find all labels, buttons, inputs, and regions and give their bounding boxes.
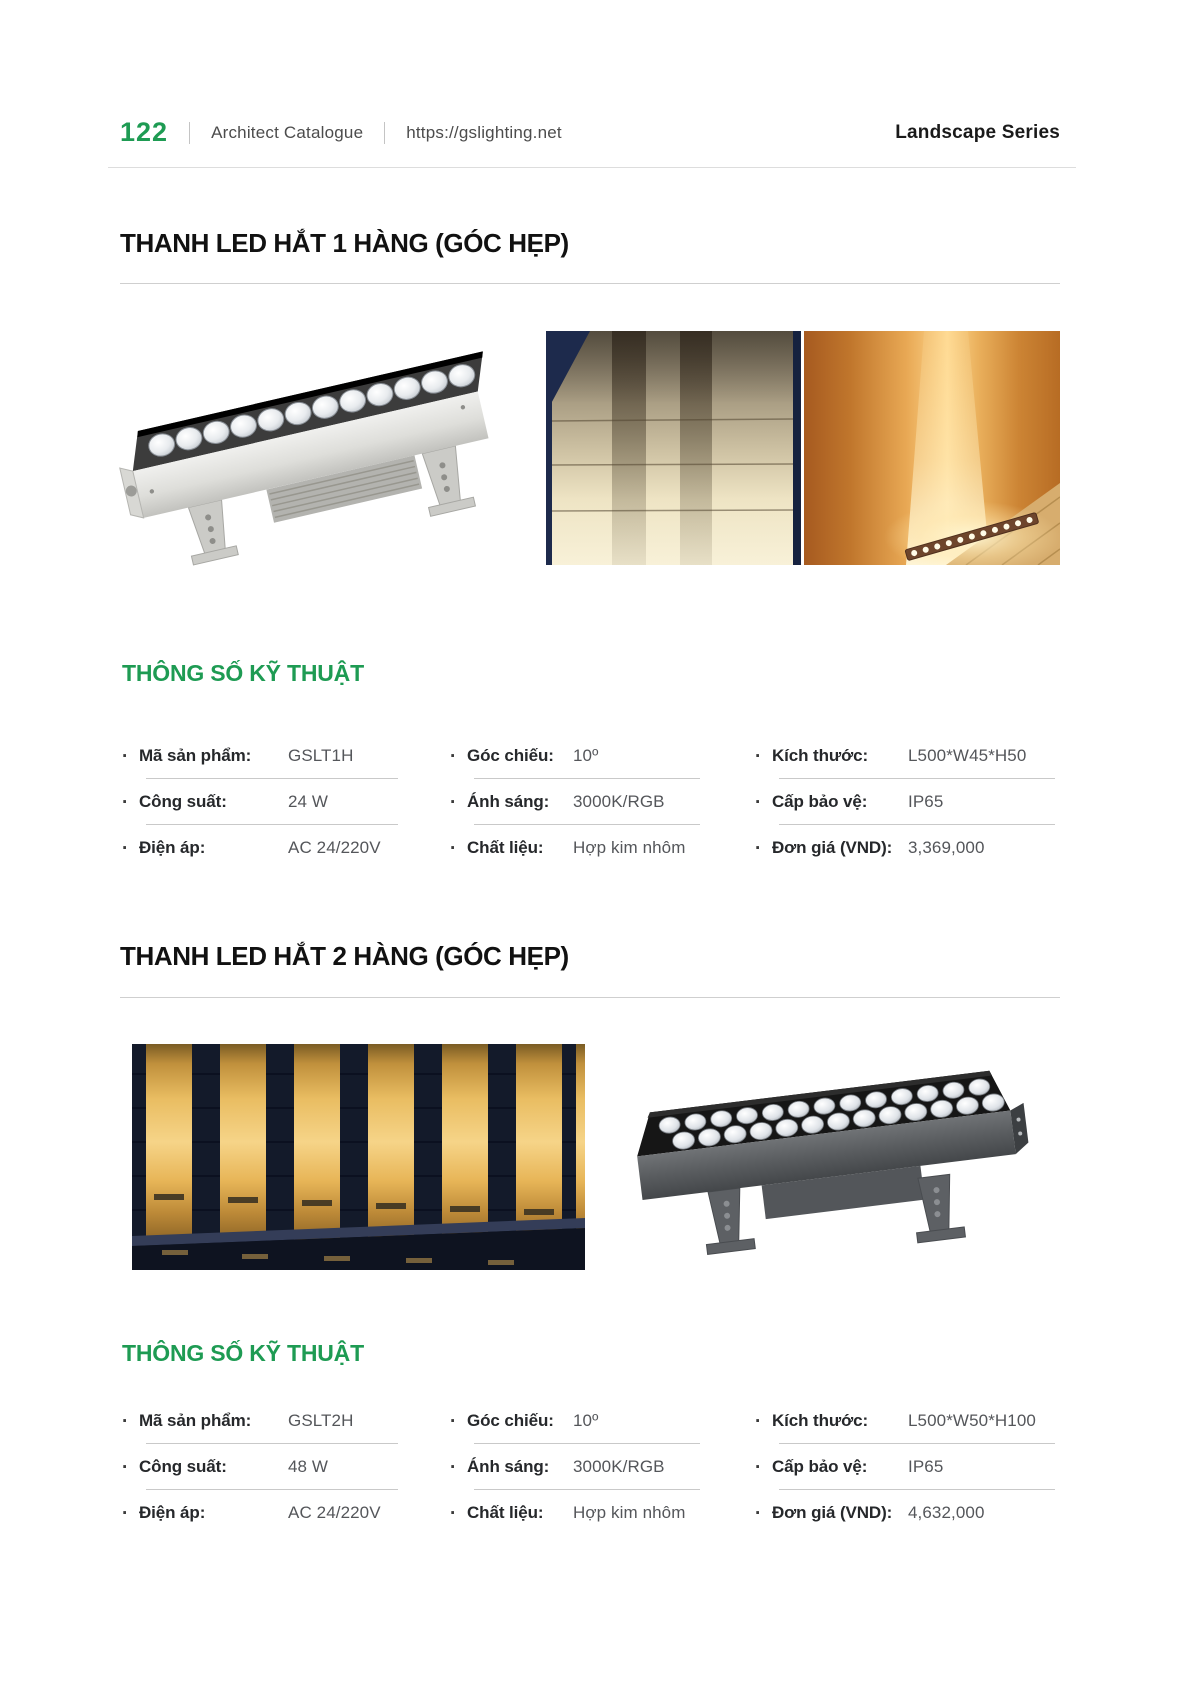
spec-label: Đơn giá (VND): bbox=[772, 1503, 893, 1522]
spec-value: 3,369,000 bbox=[908, 838, 985, 857]
spec-row-beam-angle bbox=[450, 1398, 700, 1444]
spec-row-material bbox=[450, 825, 700, 871]
spec-value: Hợp kim nhôm bbox=[573, 1503, 686, 1522]
wall-wash-installation-photo bbox=[546, 331, 801, 565]
orange-wall-installation-photo bbox=[804, 331, 1060, 565]
website-url[interactable]: https://gslighting.net bbox=[406, 122, 562, 142]
spec-value: L500*W50*H100 bbox=[908, 1411, 1036, 1430]
spec-label: Chất liệu: bbox=[467, 838, 544, 857]
spec-row-product-code bbox=[122, 733, 398, 779]
spec-label: Mã sản phẩm: bbox=[139, 1411, 252, 1430]
spec-row-price bbox=[755, 825, 1055, 871]
spec-column bbox=[122, 733, 398, 871]
gslt1h-product-render-image bbox=[118, 322, 513, 567]
section-2-title: THANH LED HẮT 2 HÀNG (GÓC HẸP) bbox=[120, 941, 569, 971]
building-facade-installation-photo bbox=[132, 1044, 585, 1270]
spec-row-dimensions bbox=[755, 1398, 1055, 1444]
spec-value: 4,632,000 bbox=[908, 1503, 985, 1522]
series-label: Landscape Series bbox=[895, 121, 1060, 143]
spec-row-ip-rating bbox=[755, 1444, 1055, 1490]
spec-row-price bbox=[755, 1490, 1055, 1536]
spec-value: Hợp kim nhôm bbox=[573, 838, 686, 857]
spec-label: Cấp bảo vệ: bbox=[772, 792, 868, 811]
spec-column bbox=[755, 1398, 1055, 1536]
bullet-icon: · bbox=[755, 837, 762, 859]
spec-value: IP65 bbox=[908, 1457, 944, 1476]
spec-column bbox=[450, 1398, 700, 1536]
header-divider bbox=[189, 122, 190, 144]
spec-table-1 bbox=[122, 733, 1062, 873]
catalogue-name: Architect Catalogue bbox=[211, 122, 364, 142]
spec-value: 10º bbox=[573, 1411, 599, 1430]
spec-row-voltage bbox=[122, 825, 398, 871]
spec-label: Góc chiếu: bbox=[467, 1411, 554, 1430]
spec-label: Điện áp: bbox=[139, 838, 206, 857]
bullet-icon: · bbox=[450, 1502, 457, 1524]
bullet-icon: · bbox=[755, 791, 762, 813]
spec-value: IP65 bbox=[908, 792, 944, 811]
spec-row-power bbox=[122, 779, 398, 825]
spec-value: GSLT1H bbox=[288, 746, 354, 765]
spec-row-dimensions bbox=[755, 733, 1055, 779]
spec-label: Cấp bảo vệ: bbox=[772, 1457, 868, 1476]
bullet-icon: · bbox=[755, 745, 762, 767]
spec-label: Chất liệu: bbox=[467, 1503, 544, 1522]
spec-label: Ánh sáng: bbox=[467, 1457, 550, 1476]
spec-row-light-color bbox=[450, 779, 700, 825]
bullet-icon: · bbox=[450, 791, 457, 813]
specs-heading-2: THÔNG SỐ KỸ THUẬT bbox=[122, 1340, 364, 1366]
bullet-icon: · bbox=[122, 1502, 129, 1524]
spec-value: AC 24/220V bbox=[288, 1503, 381, 1522]
page-header bbox=[120, 119, 1060, 146]
bullet-icon: · bbox=[450, 837, 457, 859]
specs-heading-1: THÔNG SỐ KỸ THUẬT bbox=[122, 660, 364, 686]
spec-value: 10º bbox=[573, 746, 599, 765]
gslt2h-product-render-image bbox=[608, 1040, 1032, 1265]
spec-label: Góc chiếu: bbox=[467, 746, 554, 765]
spec-value: AC 24/220V bbox=[288, 838, 381, 857]
spec-value: GSLT2H bbox=[288, 1411, 354, 1430]
spec-label: Điện áp: bbox=[139, 1503, 206, 1522]
bullet-icon: · bbox=[450, 745, 457, 767]
spec-row-power bbox=[122, 1444, 398, 1490]
spec-row-light-color bbox=[450, 1444, 700, 1490]
section-1-title: THANH LED HẮT 1 HÀNG (GÓC HẸP) bbox=[120, 228, 569, 258]
spec-table-2 bbox=[122, 1398, 1062, 1538]
spec-row-ip-rating bbox=[755, 779, 1055, 825]
spec-value: 3000K/RGB bbox=[573, 792, 665, 811]
header-rule bbox=[108, 167, 1076, 168]
spec-value: 24 W bbox=[288, 792, 329, 811]
bullet-icon: · bbox=[122, 1456, 129, 1478]
page-number: 122 bbox=[120, 117, 169, 147]
spec-row-beam-angle bbox=[450, 733, 700, 779]
bullet-icon: · bbox=[755, 1456, 762, 1478]
spec-label: Kích thước: bbox=[772, 746, 869, 765]
spec-column bbox=[450, 733, 700, 871]
spec-value: 48 W bbox=[288, 1457, 329, 1476]
bullet-icon: · bbox=[122, 791, 129, 813]
spec-label: Công suất: bbox=[139, 1457, 227, 1476]
bullet-icon: · bbox=[122, 1410, 129, 1432]
bullet-icon: · bbox=[450, 1410, 457, 1432]
spec-row-material bbox=[450, 1490, 700, 1536]
spec-label: Kích thước: bbox=[772, 1411, 869, 1430]
spec-column bbox=[755, 733, 1055, 871]
spec-row-product-code bbox=[122, 1398, 398, 1444]
spec-label: Công suất: bbox=[139, 792, 227, 811]
spec-label: Mã sản phẩm: bbox=[139, 746, 252, 765]
bullet-icon: · bbox=[122, 745, 129, 767]
bullet-icon: · bbox=[755, 1502, 762, 1524]
spec-label: Đơn giá (VND): bbox=[772, 838, 893, 857]
spec-value: 3000K/RGB bbox=[573, 1457, 665, 1476]
spec-column bbox=[122, 1398, 398, 1536]
spec-row-voltage bbox=[122, 1490, 398, 1536]
spec-label: Ánh sáng: bbox=[467, 792, 550, 811]
bullet-icon: · bbox=[122, 837, 129, 859]
section-2-rule bbox=[120, 997, 1060, 998]
section-1-rule bbox=[120, 283, 1060, 284]
bullet-icon: · bbox=[755, 1410, 762, 1432]
spec-value: L500*W45*H50 bbox=[908, 746, 1027, 765]
bullet-icon: · bbox=[450, 1456, 457, 1478]
header-divider bbox=[384, 122, 385, 144]
